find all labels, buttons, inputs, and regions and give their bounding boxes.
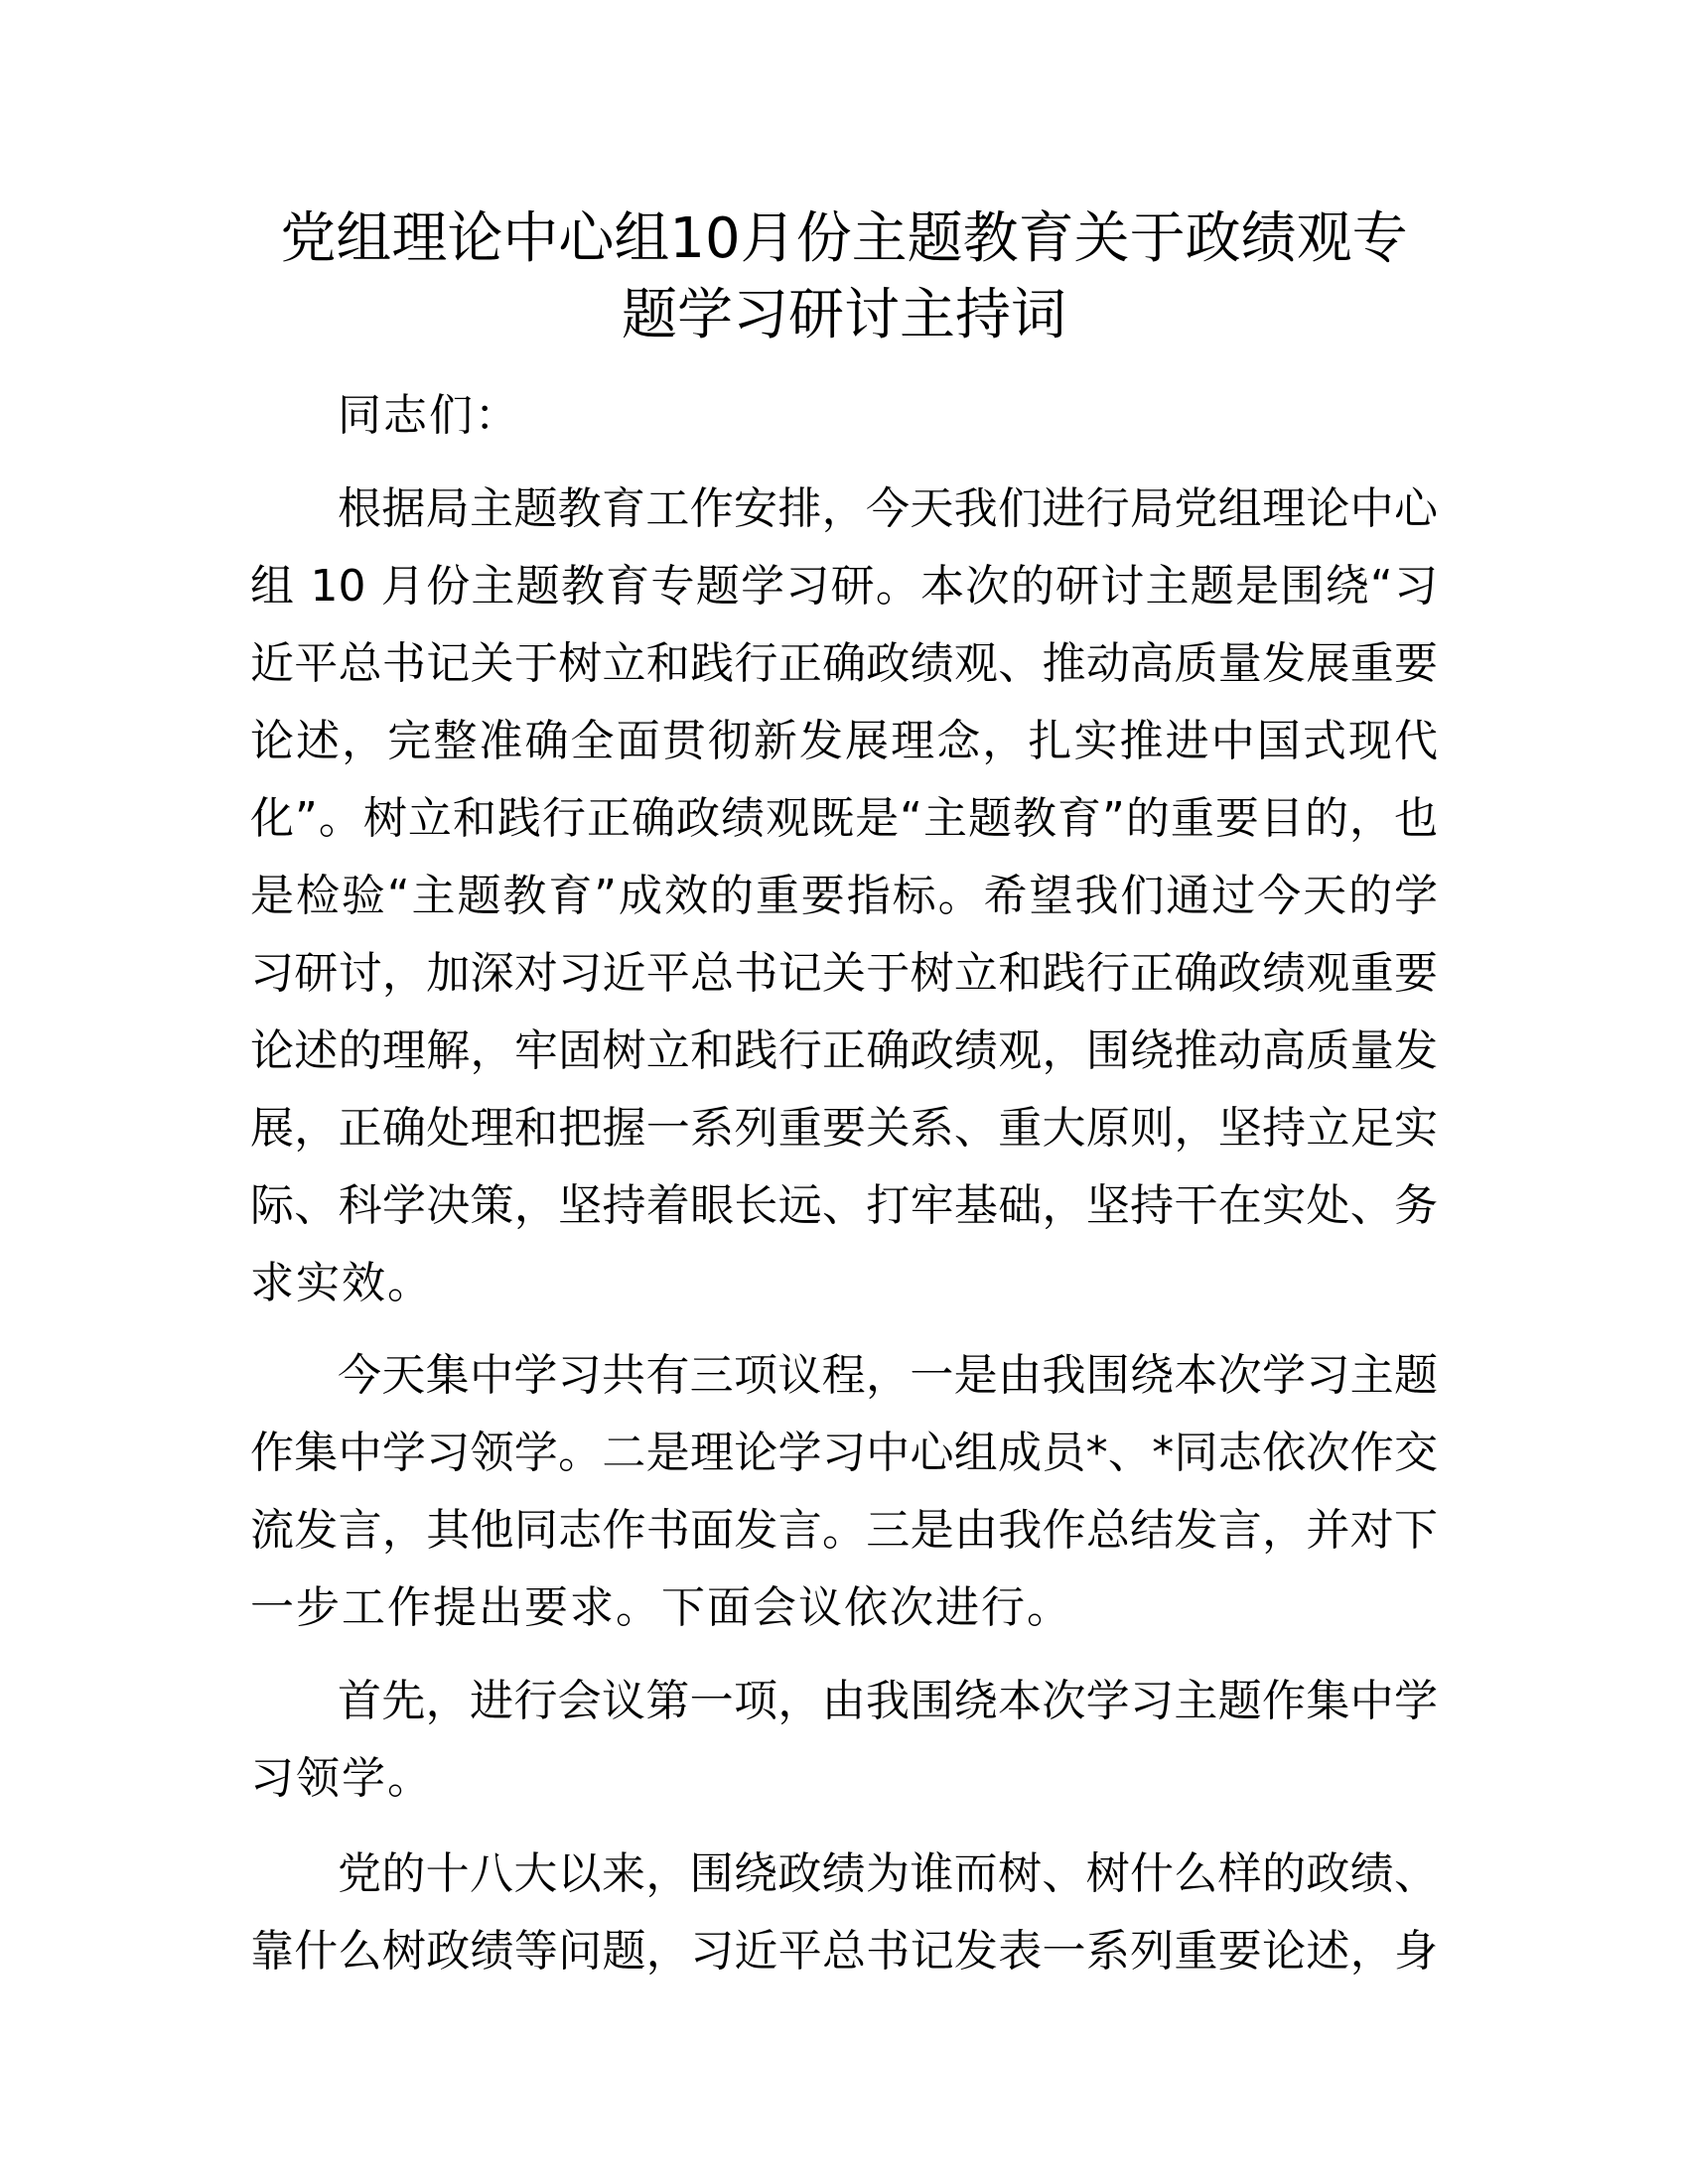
paragraph-line: 组 10 月份主题教育专题学习研。本次的研讨主题是围绕“习	[250, 561, 1438, 612]
document-title-line-1: 党组理论中心组10月份主题教育关于政绩观专	[280, 206, 1408, 271]
paragraph-line: 论述，完整准确全面贯彻新发展理念，扎实推进中国式现代	[250, 716, 1438, 766]
paragraph-line: 化”。树立和践行正确政绩观既是“主题教育”的重要目的，也	[250, 793, 1438, 844]
paragraph-line: 求实效。	[250, 1258, 433, 1308]
paragraph-line: 习研讨，加深对习近平总书记关于树立和践行正确政绩观重要	[250, 948, 1438, 999]
paragraph-line: 今天集中学习共有三项议程，一是由我围绕本次学习主题	[338, 1350, 1438, 1401]
paragraph-line: 流发言，其他同志作书面发言。三是由我作总结发言，并对下	[250, 1505, 1438, 1556]
paragraph-line: 是检验“主题教育”成效的重要指标。希望我们通过今天的学	[250, 871, 1438, 921]
salutation: 同志们：	[338, 390, 520, 441]
paragraph-line: 一步工作提出要求。下面会议依次进行。	[250, 1582, 1072, 1633]
paragraph-line: 论述的理解，牢固树立和践行正确政绩观，围绕推动高质量发	[250, 1025, 1438, 1076]
paragraph-line: 习领学。	[250, 1753, 433, 1804]
document-title-line-2: 题学习研讨主持词	[622, 283, 1066, 347]
paragraph-line: 近平总书记关于树立和践行正确政绩观、推动高质量发展重要	[250, 638, 1438, 689]
paragraph-line: 际、科学决策，坚持着眼长远、打牢基础，坚持干在实处、务	[250, 1180, 1438, 1231]
paragraph-line: 首先，进行会议第一项，由我围绕本次学习主题作集中学	[338, 1676, 1438, 1726]
paragraph-line: 靠什么树政绩等问题，习近平总书记发表一系列重要论述，身	[250, 1926, 1438, 1977]
paragraph-line: 党的十八大以来，围绕政绩为谁而树、树什么样的政绩、	[338, 1848, 1438, 1899]
paragraph-line: 展，正确处理和把握一系列重要关系、重大原则，坚持立足实	[250, 1103, 1438, 1154]
paragraph-line: 根据局主题教育工作安排，今天我们进行局党组理论中心	[338, 483, 1438, 534]
paragraph-line: 作集中学习领学。二是理论学习中心组成员*、*同志依次作交	[250, 1428, 1438, 1478]
